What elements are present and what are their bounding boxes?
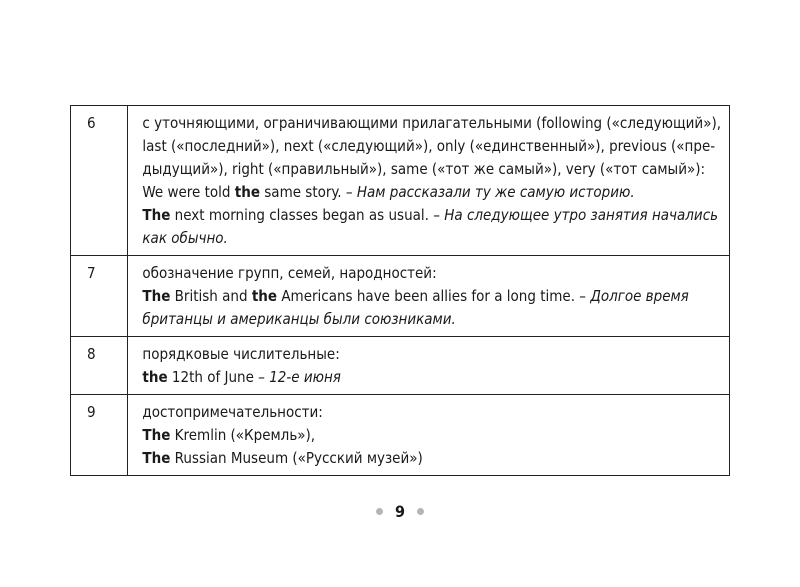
text-segment: дыдущий»), right («правильный»), same («тот же самый»), very («тот самый»): [142, 160, 706, 178]
rules-table-body [71, 106, 730, 476]
text-line [142, 424, 721, 447]
text-segment: next morning classes began as usual. – [170, 206, 445, 224]
article-term: The [142, 287, 171, 305]
article-term: The [142, 449, 171, 467]
text-line [142, 262, 721, 285]
footer-right-dot-icon [417, 508, 424, 515]
table-row [71, 337, 730, 395]
text-segment: с уточняющими, ограничивающими прилагательными (following («следующий»), [142, 114, 721, 132]
article-term: the [234, 183, 260, 201]
text-line [142, 158, 721, 181]
text-line [142, 227, 721, 250]
article-term: the [251, 287, 278, 305]
footer-left-dot-icon [376, 508, 383, 515]
text-line [142, 112, 721, 135]
table-row [71, 106, 730, 256]
row-content [128, 256, 730, 337]
text-line [142, 366, 721, 389]
page-number: 9 [394, 502, 405, 521]
translation-text: На следующее утро занятия начались [444, 206, 719, 224]
rules-table [70, 105, 730, 476]
article-term: the [142, 368, 168, 386]
text-segment: Russian Museum («Русский музей») [170, 449, 423, 467]
text-segment: same story. – [259, 183, 357, 201]
row-number: 6 [71, 106, 128, 256]
text-segment: Americans have been allies for a long time. – [277, 287, 591, 305]
text-segment: Kremlin («Кремль»), [170, 426, 316, 444]
text-line [142, 204, 721, 227]
text-segment: порядковые числительные: [142, 345, 340, 363]
table-row [71, 395, 730, 476]
text-line [142, 401, 721, 424]
text-segment: last («последний»), next («следующий»), only («единственный»), previous («пре- [142, 137, 716, 155]
text-segment: We were told [142, 183, 235, 201]
text-segment: 12th of June – [167, 368, 270, 386]
table-row [71, 256, 730, 337]
text-line [142, 308, 721, 331]
text-line [142, 135, 721, 158]
text-segment: British and [170, 287, 252, 305]
text-line [142, 343, 721, 366]
text-segment: достопримечательности: [142, 403, 323, 421]
translation-text: 12-е июня [269, 368, 341, 386]
translation-text: британцы и американцы были союзниками. [142, 310, 456, 328]
text-line [142, 285, 721, 308]
row-content [128, 395, 730, 476]
translation-text: Долгое время [590, 287, 689, 305]
translation-text: как обычно. [142, 229, 228, 247]
row-number: 8 [71, 337, 128, 395]
article-term: The [142, 206, 171, 224]
text-line [142, 447, 721, 470]
row-content [128, 106, 730, 256]
row-content [128, 337, 730, 395]
row-number: 7 [71, 256, 128, 337]
translation-text: Нам рассказали ту же самую историю. [356, 183, 635, 201]
text-segment: обозначение групп, семей, народностей: [142, 264, 437, 282]
page-footer [0, 502, 800, 522]
text-line [142, 181, 721, 204]
row-number: 9 [71, 395, 128, 476]
article-term: The [142, 426, 171, 444]
